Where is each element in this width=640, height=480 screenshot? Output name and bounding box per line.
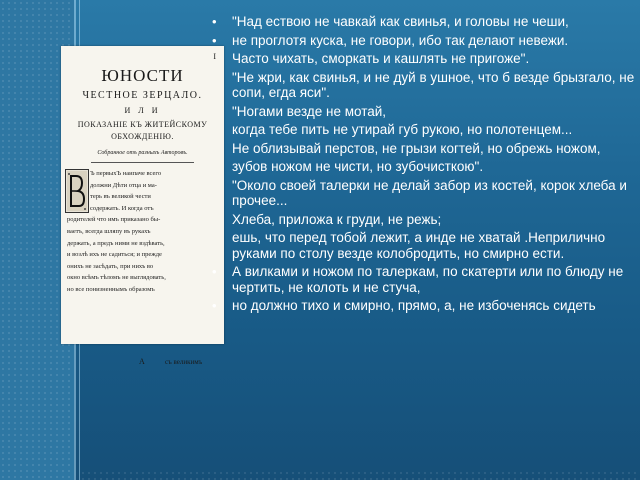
bullet-text: Хлеба, приложа к груди, не режь; [232, 211, 442, 227]
bullet-list [210, 14, 635, 317]
book-subtitle: ЧЕСТНОЕ ЗЕРЦАЛО. [82, 90, 203, 101]
book-ili: И Л И [124, 106, 161, 115]
book-signature-mark: А [139, 357, 145, 366]
book-page-image [61, 46, 224, 366]
bullet-text: но должно тихо и смирно, прямо, а, не избоченясь сидеть [232, 298, 596, 313]
book-line: окно всѣмъ тѣломъ не выглядовать, [67, 274, 166, 282]
book-rule [91, 162, 194, 163]
bullet-icon: • [212, 14, 217, 29]
bullet-icon: • [212, 264, 217, 279]
bullet-item [210, 230, 635, 261]
bullet-text: ешь, что перед тобой лежит, а инде не хватай .Неприлично руками по столу везде колобродить, но смирно ести. [232, 230, 606, 261]
book-line: терь въ великой чести [90, 193, 151, 201]
bullet-item [210, 298, 635, 314]
bullet-icon: • [212, 32, 217, 48]
bullet-text: "Над ествою не чавкай как свинья, и головы не чеши, [232, 14, 569, 29]
bullet-item [210, 33, 635, 49]
bullet-item [210, 178, 635, 209]
book-line: ваетъ, всегда шляпу въ рукахъ [67, 227, 151, 235]
book-body [67, 168, 218, 307]
book-line: должни Дѣти отца и ма- [90, 181, 157, 189]
bullet-item [210, 141, 635, 157]
book-line [67, 296, 218, 308]
bullet-item [210, 122, 635, 138]
book-line: родителей что имъ приказано бы- [67, 216, 161, 224]
bullet-text: "Около своей талерки не делай забор из костей, корок хлеба и прочее... [232, 177, 627, 208]
bullet-text: не проглотя куска, не говори, ибо так делают невежи. [232, 32, 569, 48]
book-line: содержать. И когда отъ [90, 204, 154, 212]
book-line: Ъ первыхЪ наипаче всего [90, 170, 162, 177]
book-line: держать, а предъ ними не вздѣвать, [67, 239, 165, 247]
bullet-text: Часто чихать, сморкать и кашлять не пригоже". [232, 51, 530, 66]
bullet-item [210, 104, 635, 120]
book-title: ЮНОСТИ [101, 66, 184, 85]
bullet-item [210, 212, 635, 228]
bullet-item [210, 70, 635, 101]
bullet-text: А вилками и ножом по талеркам, по скатерти или по блюду не чертить, не колоть и не стуча, [232, 264, 624, 295]
bullet-text: "Не жри, как свинья, и не дуй в ушное, что б везде брызгало, не сопи, егда яси". [232, 69, 635, 100]
book-line: но все понизненнымъ образомъ [67, 285, 155, 293]
bullet-item [210, 14, 635, 30]
book-catchword: съ великимъ [165, 358, 203, 366]
bullet-text: зубов ножом не чисти, но зубочисткою". [232, 159, 484, 174]
bullet-icon: • [212, 298, 217, 313]
book-corner-mark: I [213, 52, 216, 61]
bullet-text: Не облизывай перстов, не грызи когтей, но обрежь ножом, [232, 140, 601, 156]
bullet-item [210, 264, 635, 295]
bullet-item [210, 159, 635, 175]
book-authors: Собранное отъ разныхъ Авторовъ. [97, 150, 188, 156]
bottom-decor-strip [80, 470, 640, 480]
ornate-initial-letter-icon [65, 169, 89, 213]
bullet-text: когда тебе пить не утирай губ рукою, но полотенцем... [232, 122, 573, 137]
bullet-item [210, 51, 635, 67]
book-heading-line: ПОКАЗАНІЕ КЪ ЖИТЕЙСКОМУ [77, 120, 208, 129]
book-heading-line: ОБХОЖДЕНІЮ. [111, 132, 174, 141]
book-line: и возлѣ ихъ не садиться; и прежде [67, 251, 162, 259]
bullet-text: "Ногами везде не мотай, [232, 103, 387, 119]
book-line: онихъ не засѣдать, при нихъ во [67, 262, 154, 270]
